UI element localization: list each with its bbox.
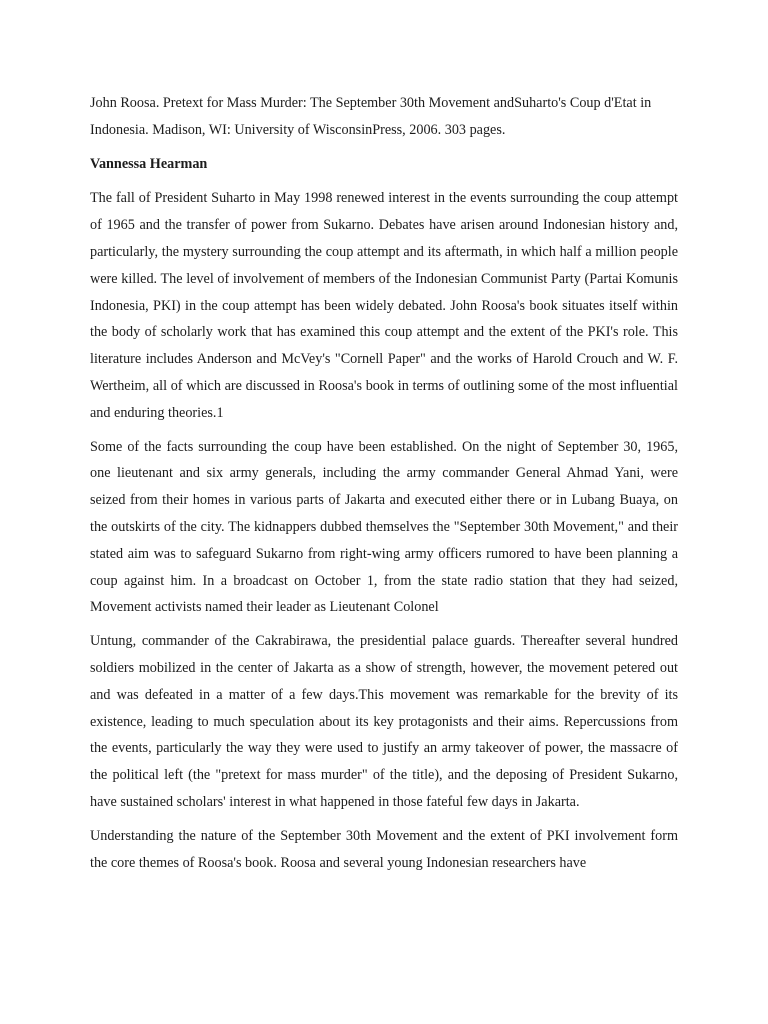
paragraph-1: The fall of President Suharto in May 1998 renewed interest in the events surrounding the coup attempt of 1965 and the transfer of power from Sukarno. Debates have arisen around Indonesian history and, particularly, the mystery surrounding the coup attempt and its aftermath, in which half a million people were killed. The level of involvement of members of the Indonesian Communist Party (Partai Komunis Indonesia, PKI) in the coup attempt has been widely debated. John Roosa's book situates itself within the body of scholarly work that has examined this coup attempt and the extent of the PKI's role. This literature includes Anderson and McVey's "Cornell Paper" and the works of Harold Crouch and W. F. Wertheim, all of which are discussed in Roosa's book in terms of outlining some of the most influential and enduring theories.1 bbox=[90, 190, 678, 421]
review-author: Vannessa Hearman bbox=[90, 155, 208, 172]
paragraph-3: Untung, commander of the Cakrabirawa, the presidential palace guards. Thereafter several hundred soldiers mobilized in the center of Jakarta as a show of strength, however, the movement petered out and was defeated in a matter of a few days.This movement was remarkable for the brevity of its existence, leading to much speculation about its key protagonists and their aims. Repercussions from the events, particularly the way they were used to justify an army takeover of power, the massacre of the political left (the "pretext for mass murder" of the title), and the deposing of President Sukarno, have sustained scholars' interest in what happened in those fateful few days in Jakarta. bbox=[90, 633, 678, 810]
paragraph-4: Understanding the nature of the September 30th Movement and the extent of PKI involvement form the core themes of Roosa's book. Roosa and several young Indonesian researchers have bbox=[90, 827, 678, 871]
paragraph-2: Some of the facts surrounding the coup have been established. On the night of September 30, 1965, one lieutenant and six army generals, including the army commander General Ahmad Yani, were seized from their homes in various parts of Jakarta and executed either there or in Lubang Buaya, on the outskirts of the city. The kidnappers dubbed themselves the "September 30th Movement," and their stated aim was to safeguard Sukarno from right-wing army officers rumored to have been planning a coup against him. In a broadcast on October 1, from the state radio station that they had seized, Movement activists named their leader as Lieutenant Colonel bbox=[90, 438, 678, 616]
book-citation: John Roosa. Pretext for Mass Murder: The September 30th Movement andSuharto's Coup d'Etat in Indonesia. Madison, WI: University of WisconsinPress, 2006. 303 pages. bbox=[90, 95, 652, 138]
document-body bbox=[90, 90, 678, 883]
